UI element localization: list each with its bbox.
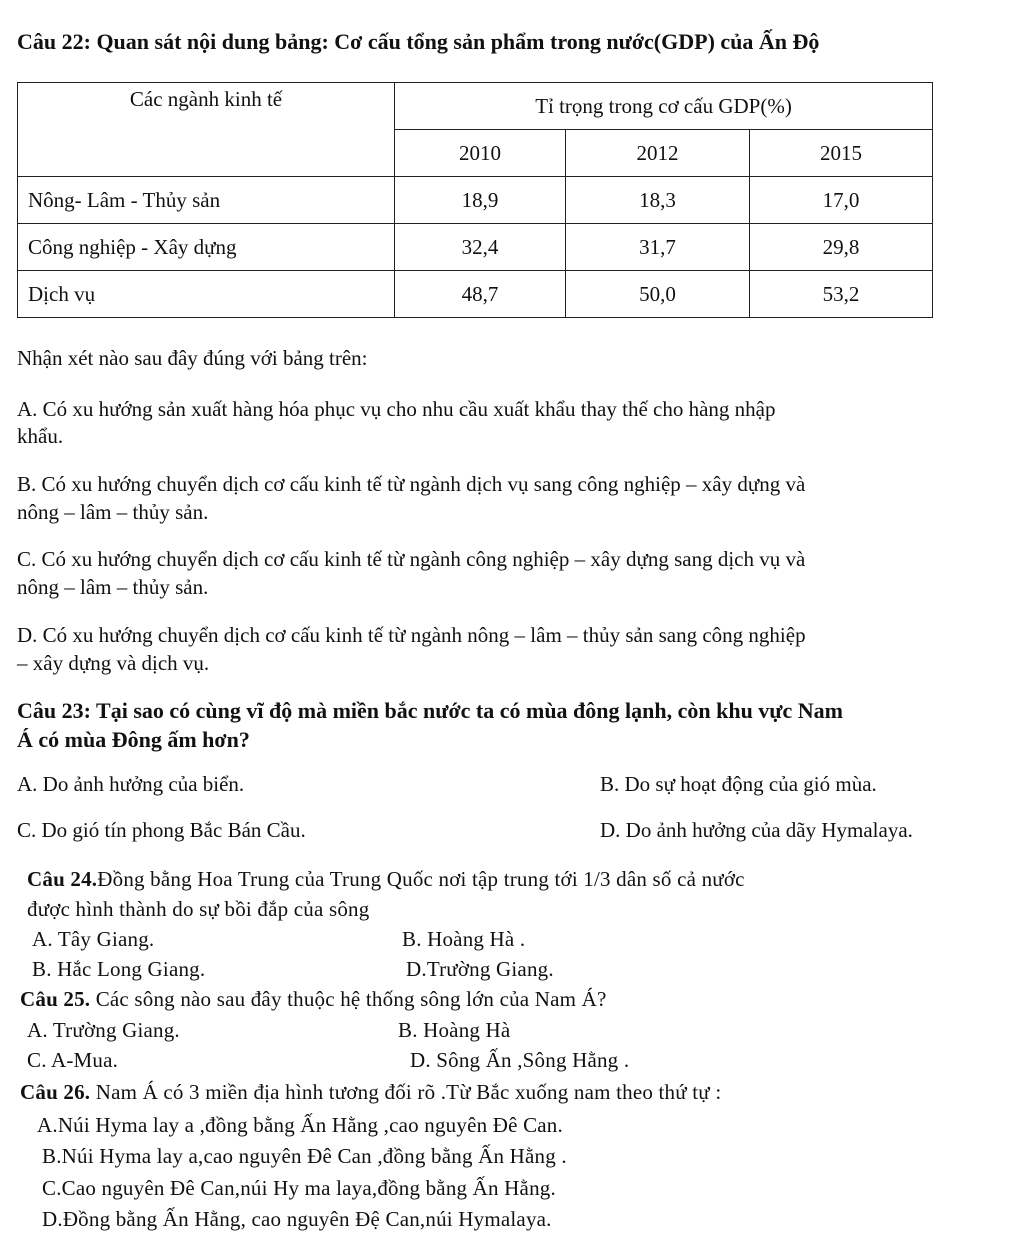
value-cell: 29,8 (750, 224, 933, 271)
q23-option-a: A. Do ảnh hưởng của biển. (17, 772, 245, 796)
header-sector: Các ngành kinh tế (18, 83, 395, 177)
q22-option-d: D. Có xu hướng chuyển dịch cơ cấu kinh tế từ ngành nông – lâm – thủy sản sang công nghiệp (17, 623, 806, 647)
year-2015: 2015 (750, 130, 933, 177)
q22-option-b: B. Có xu hướng chuyển dịch cơ cấu kinh tế từ ngành dịch vụ sang công nghiệp – xây dựng và (17, 472, 806, 496)
q26-label: Câu 26. (20, 1080, 91, 1104)
q24-option-d: D.Trường Giang. (406, 957, 554, 981)
value-cell: 17,0 (750, 177, 933, 224)
q22-option-c: C. Có xu hướng chuyển dịch cơ cấu kinh tế từ ngành công nghiệp – xây dựng sang dịch vụ và (17, 547, 806, 571)
value-cell: 53,2 (750, 271, 933, 318)
q25-question (20, 985, 607, 1013)
header-share: Tỉ trọng trong cơ cấu GDP(%) (395, 83, 933, 130)
q22-option-a: A. Có xu hướng sản xuất hàng hóa phục vụ cho nhu cầu xuất khẩu thay thế cho hàng nhập (17, 397, 776, 421)
q25-option-a: A. Trường Giang. (27, 1018, 180, 1042)
q23-title-cont: Á có mùa Đông ấm hơn? (17, 727, 250, 752)
table-row (18, 224, 933, 271)
year-2012: 2012 (566, 130, 750, 177)
value-cell: 32,4 (395, 224, 566, 271)
q24-option-a: A. Tây Giang. (32, 927, 155, 951)
q24-text: Đồng bằng Hoa Trung của Trung Quốc nơi tập trung tới 1/3 dân số cả nước (97, 867, 745, 891)
table-row (18, 271, 933, 318)
q23-option-d: D. Do ảnh hưởng của dãy Hymalaya. (600, 818, 913, 842)
q26-option-a: A.Núi Hyma lay a ,đồng bằng Ấn Hằng ,cao nguyên Đê Can. (37, 1113, 563, 1137)
year-2010: 2010 (395, 130, 566, 177)
sector-industry: Công nghiệp - Xây dựng (18, 224, 395, 271)
q23-title: Câu 23: Tại sao có cùng vĩ độ mà miền bắc nước ta có mùa đông lạnh, còn khu vực Nam (17, 698, 843, 723)
sector-services: Dịch vụ (18, 271, 395, 318)
q26-option-d: D.Đồng bằng Ấn Hằng, cao nguyên Đệ Can,núi Hymalaya. (42, 1207, 552, 1231)
value-cell: 48,7 (395, 271, 566, 318)
q24-option-b: B. Hoàng Hà . (402, 927, 526, 951)
q22-option-a-cont: khẩu. (17, 424, 64, 448)
value-cell: 50,0 (566, 271, 750, 318)
q24-option-c: B. Hắc Long Giang. (32, 957, 206, 981)
q25-option-d: D. Sông Ấn ,Sông Hằng . (410, 1048, 630, 1072)
value-cell: 18,3 (566, 177, 750, 224)
q25-label: Câu 25. (20, 987, 91, 1011)
q26-text: Nam Á có 3 miền địa hình tương đối rõ .Từ Bắc xuống nam theo thứ tự : (90, 1080, 722, 1104)
q25-text: Các sông nào sau đây thuộc hệ thống sông lớn của Nam Á? (90, 987, 607, 1011)
q22-option-c-cont: nông – lâm – thủy sản. (17, 575, 209, 599)
gdp-table (17, 82, 933, 318)
q23-option-b: B. Do sự hoạt động của gió mùa. (600, 772, 877, 796)
q22-prompt: Nhận xét nào sau đây đúng với bảng trên: (17, 346, 368, 370)
q22-title: Câu 22: Quan sát nội dung bảng: Cơ cấu tổng sản phẩm trong nước(GDP) của Ấn Độ (17, 29, 820, 54)
value-cell: 18,9 (395, 177, 566, 224)
q26-option-b: B.Núi Hyma lay a,cao nguyên Đê Can ,đồng bằng Ấn Hằng . (42, 1144, 567, 1168)
q26-question (20, 1078, 721, 1106)
q23-option-c: C. Do gió tín phong Bắc Bán Cầu. (17, 818, 306, 842)
table-header-row (18, 83, 933, 130)
q22-option-b-cont: nông – lâm – thủy sản. (17, 500, 209, 524)
q24-label: Câu 24. (27, 867, 98, 891)
q24-question-cont: được hình thành do sự bồi đắp của sông (27, 897, 370, 921)
q22-option-d-cont: – xây dựng và dịch vụ. (17, 651, 210, 675)
q25-option-b: B. Hoàng Hà (398, 1018, 511, 1042)
sector-agriculture: Nông- Lâm - Thủy sản (18, 177, 395, 224)
value-cell: 31,7 (566, 224, 750, 271)
table-row (18, 177, 933, 224)
q25-option-c: C. A-Mua. (27, 1048, 119, 1072)
q26-option-c: C.Cao nguyên Đê Can,núi Hy ma laya,đồng bằng Ấn Hằng. (42, 1176, 556, 1200)
q24-question (27, 865, 745, 893)
